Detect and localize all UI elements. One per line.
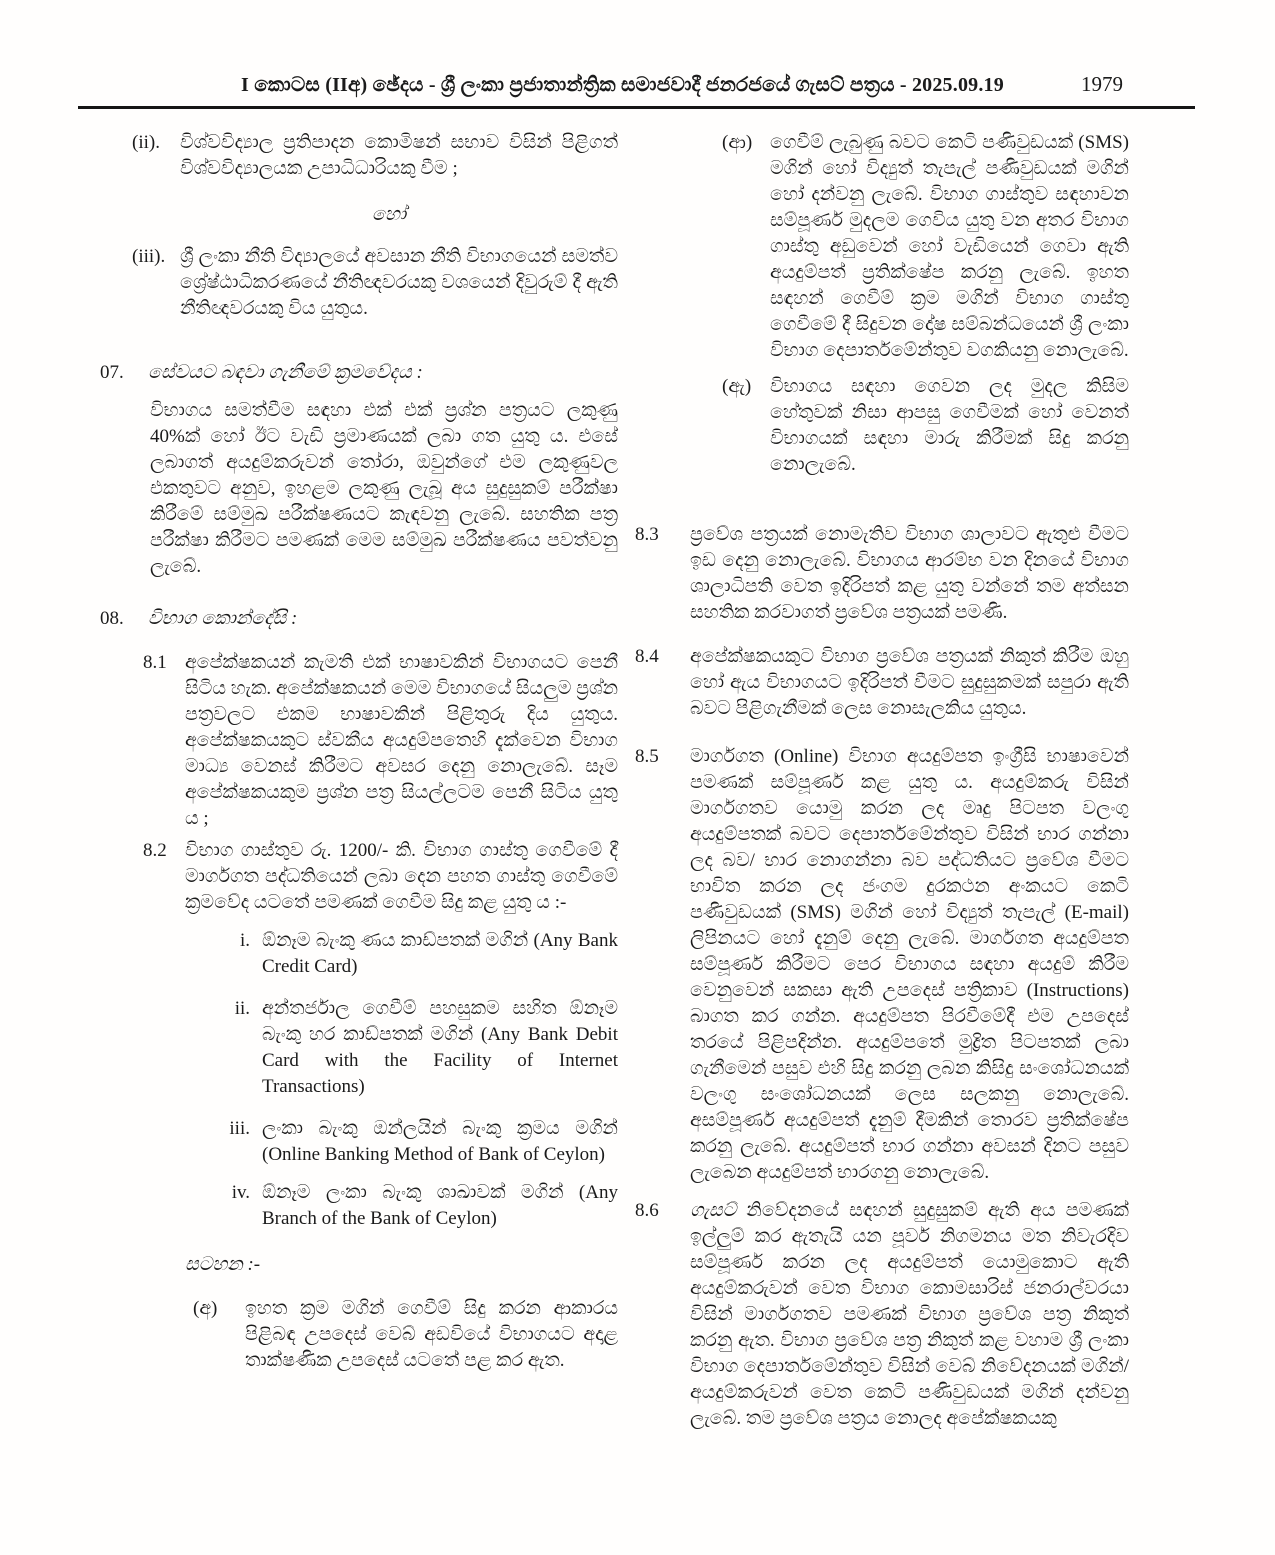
clause-8-6 [635, 1198, 1129, 1432]
note-heading: සටහන :- [185, 1254, 261, 1275]
or-separator: හෝ [371, 204, 407, 225]
left-column [100, 130, 618, 1374]
header-rule [78, 106, 1195, 109]
clause-8-5-label: 8.5 [635, 746, 659, 767]
payment-method-iii-text: ලංකා බැංකු ඔන්ලයින් බැංකු ක්‍රමය මගින් (Online Banking Method of Bank of Ceylon) [262, 1118, 618, 1165]
list-item-iii-text: ශ්‍රී ලංකා නීති විද්‍යාලයේ අවසාන නීති විභාගයෙන් සමත්ව ශ්‍රේෂ්ඨාධිකරණයේ නීතිඥවරයකු වශයෙන් දිවුරුම් දී ඇති නීතිඥවරයකු විය යුතුය. [180, 246, 618, 319]
right-column [635, 130, 1129, 1432]
list-item-iii [100, 244, 618, 322]
clause-8-3 [635, 522, 1129, 626]
clause-8-6-lead: ගැසට් [690, 1200, 737, 1221]
payment-method-ii-text: අන්තර්ජාල ගෙවීම් පහසුකම සහිත ඕනෑම බැංකු හර කාඩ්පතක් මගින් (Any Bank Debit Card with the Facility of Internet Transactions) [262, 998, 618, 1097]
clause-8-4 [635, 644, 1129, 722]
clause-8-1-label: 8.1 [143, 652, 167, 673]
page-number: 1979 [1081, 72, 1123, 96]
page-title: I කොටස (IIඅ) ඡේදය - ශ්‍රී ලංකා ප්‍රජාතාන්ත්‍රික සමාජවාදී ජනරජයේ ගැසට් පත්‍රය - 2025.09.19 [241, 74, 1004, 96]
section-08-number: 08. [100, 608, 124, 629]
payment-method-iii [193, 1116, 618, 1168]
payment-method-ii-label: ii. [234, 998, 250, 1019]
note-item-aa-label: (ආ) [722, 132, 753, 153]
payment-method-iii-label: iii. [229, 1118, 250, 1139]
clause-8-5-text: මාර්ගගත (Online) විභාග අයදුම්පත ඉංග්‍රීසි භාෂාවෙන් පමණක් සම්පූර්ණ කළ යුතු ය. අයදුම්කරු විසින් මාර්ගගතව යොමු කරන ලද මෘදු පිටපත වලංගු අයදුම්පතක් බවට දෙපාර්තමේන්තුව විසින් භාර ගන්නා ලද බව/ භාර නොගන්නා බව පද්ධතියට ප්‍රවේශ වීමට භාවිත කරන ලද ජංගම දුරකථන අංකයට කෙටි පණිවුඩයක් (SMS) මගින් හෝ විද්‍යුත් තැපැල් (E-mail) ලිපිනයට හෝ දැනුම් දෙනු ලැබේ. මාර්ගගත අයදුම්පත සම්පූර්ණ කිරීමට පෙර විභාගය සඳහා අයදුම් කිරීම වෙනුවෙන් සකසා ඇති උපදෙස් පත්‍රිකාව (Instructions) බාගත කර ගන්න. අයදුම්පත පිරවීමේදී එම උපදෙස් තරයේ පිළිපදින්න. අයදුම්පතේ මුද්‍රිත පිටපතක් ලබා ගැනීමෙන් පසුව එහි සිදු කරනු ලබන කිසිදු සංශෝධනයක් වලංගු සංශෝධනයක් ලෙස සලකනු නොලැබේ. අසම්පූර්ණ අයදුම්පත් දැනුම් දීමකින් තොරව ප්‍රතික්ෂේප කරනු ලැබේ. අයදුම්පත් භාර ගන්නා අවසන් දිනට පසුව ලැබෙන අයදුම්පත් භාරගනු නොලැබේ. [690, 746, 1129, 1183]
list-item-iii-label: (iii). [132, 246, 166, 267]
section-07-heading [100, 360, 618, 386]
clause-8-2-text: විභාග ගාස්තුව රු. 1200/- කි. විභාග ගාස්තු ගෙවීමේ දී මාර්ගගත පද්ධතියෙන් ලබා දෙන පහත ගාස්තු ගෙවීමේ ක්‍රමවේද යටතේ පමණක් ගෙවීම සිදු කළ යුතු ය :- [185, 840, 618, 913]
section-08-title: විභාග කොන්දේසි : [148, 608, 298, 629]
list-item-ii [100, 130, 618, 182]
payment-method-iv-label: iv. [231, 1182, 250, 1203]
note-item-ae-label: (ඇ) [722, 376, 752, 397]
clause-8-2 [143, 838, 618, 916]
clause-8-4-text: අපේක්ෂකයකුට විභාග ප්‍රවේශ පත්‍රයක් නිකුත් කිරීම ඔහු හෝ ඇය විභාගයට ඉදිරිපත් වීමට සුදුසුකමක් සපුරා ඇති බවට පිළිගැනීමක් ලෙස නොසැලකිය යුතුය. [690, 646, 1129, 719]
note-item-a-label: (අ) [193, 1298, 218, 1319]
payment-method-ii [193, 996, 618, 1100]
payment-method-i-text: ඕනෑම බැංකු ණය කාඩ්පතක් මගින් (Any Bank Credit Card) [262, 930, 618, 977]
payment-method-i [193, 928, 618, 980]
clause-8-4-label: 8.4 [635, 646, 659, 667]
section-08-heading [100, 606, 618, 632]
section-07-title: සේවයට බඳවා ගැනීමේ ක්‍රමවේදය : [148, 362, 423, 383]
clause-8-6-body: නිවේදනයේ සඳහන් සුදුසුකම් ඇති අය පමණක් ඉල්ලුම් කර ඇතැයි යන පූර්ව නිගමනය මත නිවැරදිව සම්පූර්ණ කරන ලද අයදුම්පත් යොමුකොට ඇති අයදුම්කරුවන් වෙත විභාග කොමසාරිස් ජනරාල්වරයා විසින් මාර්ගගතව පමණක් විභාග ප්‍රවේශ පත්‍ර නිකුත් කරනු ඇත. විභාග ප්‍රවේශ පත්‍ර නිකුත් කළ වහාම ශ්‍රී ලංකා විභාග දෙපාර්තමේන්තුව විසින් වෙබ් නිවේදනයක් මගින්/ අයදුම්කරුවන් වෙත කෙටි පණිවුඩයක් මගින් දන්වනු ලැබේ. තම ප්‍රවේශ පත්‍රය නොලද අපේක්ෂකයකු [690, 1200, 1129, 1429]
clause-8-1-text: අපේක්ෂකයන් කැමති එක් භාෂාවකින් විභාගයට පෙනී සිටිය හැක. අපේක්ෂකයන් මෙම විභාගයේ සියලුම ප්‍රශ්න පත්‍රවලට එකම භාෂාවකින් පිළිතුරු දිය යුතුය. අපේක්ෂකයකුට ස්වකීය අයදුම්පතෙහි දැක්වෙන විභාග මාධ්‍ය වෙනස් කිරීමට අවසර දෙනු නොලැබේ. සෑම අපේක්ෂකයකුම ප්‍රශ්න පත්‍ර සියල්ලටම පෙනී සිටිය යුතු ය ; [185, 652, 618, 829]
clause-8-2-label: 8.2 [143, 840, 167, 861]
list-item-ii-label: (ii). [132, 132, 160, 153]
payment-method-iv-text: ඕනෑම ලංකා බැංකු ශාඛාවක් මගින් (Any Branch of the Bank of Ceylon) [262, 1182, 618, 1229]
section-07-number: 07. [100, 362, 124, 383]
note-item-ae-text: විභාගය සඳහා ගෙවන ලද මුදල කිසිම හේතුවක් නිසා ආපසු ගෙවීමක් හෝ වෙනත් විභාගයක් සඳහා මාරු කිරීමක් සිදු කරනු නොලැබේ. [770, 376, 1129, 475]
clause-8-1 [143, 650, 618, 832]
clause-8-3-text: ප්‍රවේශ පත්‍රයක් නොමැතිව විභාග ශාලාවට ඇතුළු වීමට ඉඩ දෙනු නොලැබේ. විභාගය ආරම්භ වන දිනයේ විභාග ශාලාධිපති වෙත ඉදිරිපත් කළ යුතු වන්නේ තම අත්සන සහතික කරවාගත් ප්‍රවේශ පත්‍රයක් පමණි. [690, 524, 1129, 623]
note-item-aa [722, 130, 1129, 364]
payment-method-i-label: i. [239, 930, 250, 951]
payment-method-iv [193, 1180, 618, 1232]
clause-8-6-text [690, 1198, 1129, 1432]
clause-8-3-label: 8.3 [635, 524, 659, 545]
note-item-a-text: ඉහත ක්‍රම මගින් ගෙවීම් සිදු කරන ආකාරය පිළිබඳ උපදෙස් වෙබ් අඩවියේ විභාගයට අදාළ තාක්ෂණික උපදෙස් යටතේ පළ කර ඇත. [245, 1298, 618, 1371]
note-item-aa-text: ගෙවීම් ලැබුණු බවට කෙටි පණිවුඩයක් (SMS) මගින් හෝ විද්‍යුත් තැපැල් පණිවුඩයක් මගින් හෝ දන්වනු ලැබේ. විභාග ගාස්තුව සඳහාවන සම්පූර්ණ මුදලම ගෙවිය යුතු වන අතර විභාග ගාස්තු අඩුවෙන් හෝ වැඩියෙන් ගෙවා ඇති අයදුම්පත් ප්‍රතික්ෂේප කරනු ලැබේ. ඉහත සඳහන් ගෙවීම් ක්‍රම මගින් විභාග ගාස්තු ගෙවීමේ දී සිදුවන දෝෂ සම්බන්ධයෙන් ශ්‍රී ලංකා විභාග දෙපාර්තමේන්තුව වගකියනු නොලැබේ. [770, 132, 1129, 361]
section-07-paragraph: විභාගය සමත්වීම සඳහා එක් එක් ප්‍රශ්න පත්‍රයට ලකුණු 40%ක් හෝ ඊට වැඩි ප්‍රමාණයක් ලබා ගත යුතු ය. එසේ ලබාගත් අයදුම්කරුවන් තෝරා, ඔවුන්ගේ එම ලකුණුවල එකතුවට අනුව, ඉහළම ලකුණු ලැබූ අය සුදුසුකම් පරීක්ෂා කිරීමේ සම්මුඛ පරීක්ෂණයට කැඳවනු ලැබේ. සහතික පත්‍ර පරීක්ෂා කිරීමට පමණක් මෙම සම්මුඛ පරීක්ෂණය පවත්වනු ලැබේ. [150, 400, 619, 577]
clause-8-5 [635, 744, 1129, 1186]
note-item-a [193, 1296, 618, 1374]
list-item-ii-text: විශ්වවිද්‍යාල ප්‍රතිපාදන කොමිෂන් සභාව විසින් පිළිගත් විශ්වවිද්‍යාලයක උපාධිධාරියකු වීම ; [180, 132, 618, 179]
clause-8-6-label: 8.6 [635, 1200, 659, 1221]
note-item-ae [722, 374, 1129, 478]
